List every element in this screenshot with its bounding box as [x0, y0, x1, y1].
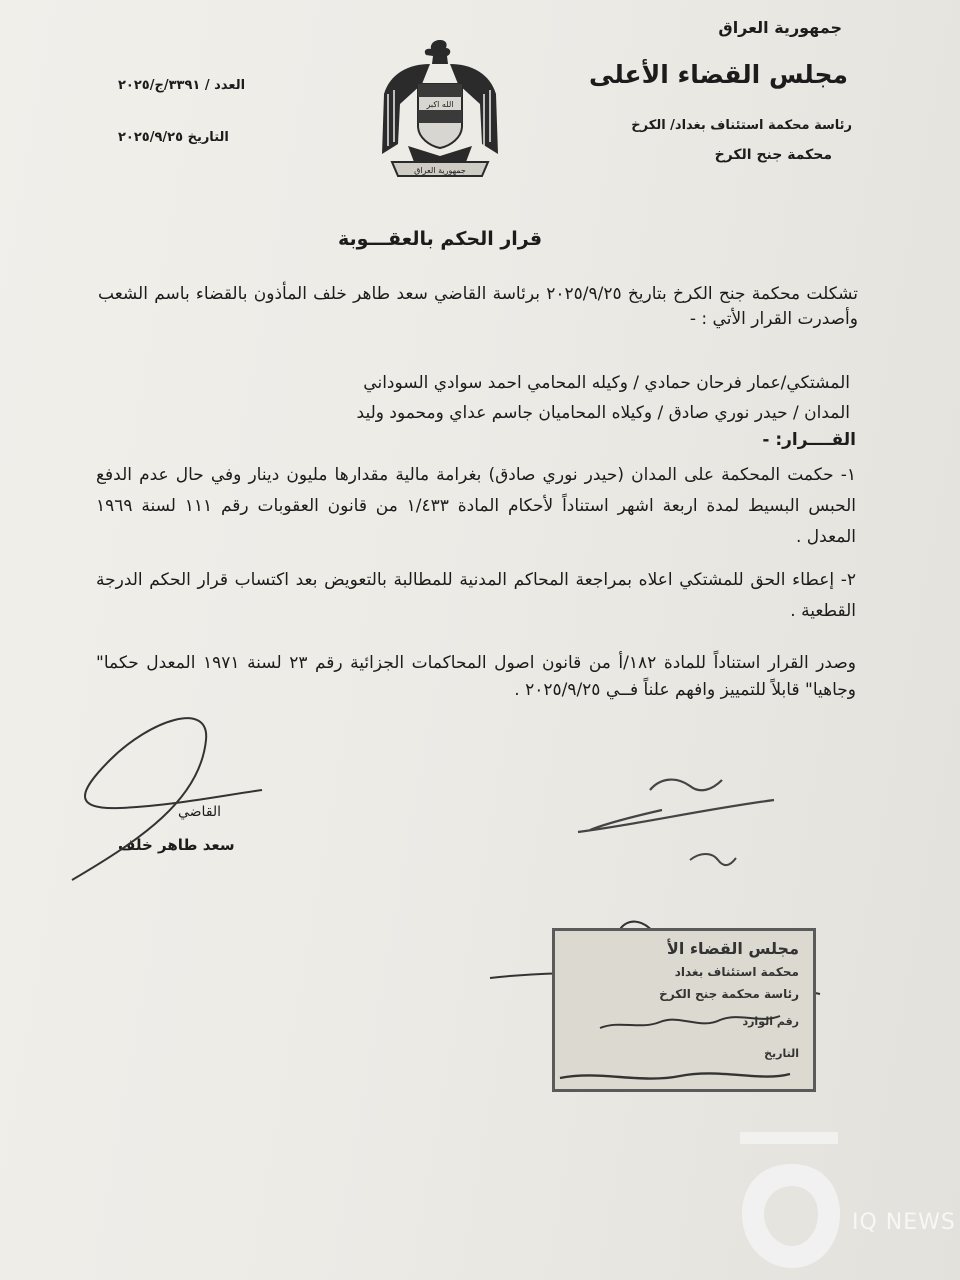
plaintiff-line: المشتكي/عمار فرحان حمادي / وكيله المحامي احمد سوادي السوداني [363, 373, 850, 393]
emblem-shield-text: الله اكبر [426, 100, 454, 109]
intro-paragraph: تشكلت محكمة جنح الكرخ بتاريخ ٢٠٢٥/٩/٢٥ برئاسة القاضي سعد طاهر خلف المأذون بالقضاء باسم الشعب وأصدرت القرار الأتي : - [98, 284, 859, 329]
country-name: جمهورية العراق [718, 18, 842, 37]
stamp-council: مجلس القضاء الأ [666, 939, 799, 958]
stamp-court: رئاسة محكمة جنح الكرخ [659, 987, 799, 1001]
stamp-sent-label: رقم الوارد [742, 1015, 799, 1028]
court-name: محكمة جنح الكرخ [714, 147, 832, 163]
defendant-line: المدان / حيدر نوري صادق / وكيلاه المحاميان جاسم عداي ومحمود وليد [356, 403, 850, 423]
judge-title: القاضي [178, 804, 222, 820]
watermark-brand: IQ NEWS [852, 1210, 956, 1235]
decision-item-2: ٢- إعطاء الحق للمشتكي اعلاه بمراجعة المحاكم المدنية للمطالبة بالتعويض بعد اكتساب قرار الحكم الدرجة القطعية . [96, 570, 856, 621]
decision-heading: القــــرار: - [762, 430, 856, 450]
iq-news-logo-icon [740, 1128, 940, 1278]
stamp-appeal-court: محكمة استئناف بغداد [674, 965, 799, 979]
emblem-banner-text: جمهورية العراق [414, 166, 466, 175]
presidency-name: رئاسة محكمة استئناف بغداد/ الكرخ [631, 118, 852, 133]
document-title: قرار الحكم بالعقـــوبة [337, 228, 543, 250]
reference-date: التاريخ ٢٠٢٥/٩/٢٥ [118, 130, 229, 145]
reference-number: العدد / ٣٣٩١/ج/٢٠٢٥ [118, 78, 246, 93]
stamp-handwritten-number-icon [600, 1016, 780, 1028]
stamp-date-label: التاريخ [764, 1047, 799, 1060]
decision-item-1: ١- حكمت المحكمة على المدان (حيدر نوري صادق) بغرامة مالية مقدارها مليون دينار وفي حال عدم الدفع الحبس البسيط لمدة اربعة اشهر استناداً لأحكام المادة ١/٤٣٣ من قانون العقوبات رقم ١١١ لسنة ١٩٦٩ المعدل . [96, 465, 857, 547]
judge-name: سعد طاهر خلف [118, 836, 235, 854]
stamp-handwritten-date-icon [560, 1073, 790, 1078]
council-name: مجلس القضاء الأعلى [589, 60, 848, 89]
closing-paragraph: وصدر القرار استناداً للمادة ١٨٢/أ من قانون اصول المحاكمات الجزائية رقم ٢٣ لسنة ١٩٧١ المعدل حكما" وجاهيا" قابلاً للتمييز وافهم علناً فــي ٢٠٢٥/٩/٢٥ . [96, 653, 856, 700]
